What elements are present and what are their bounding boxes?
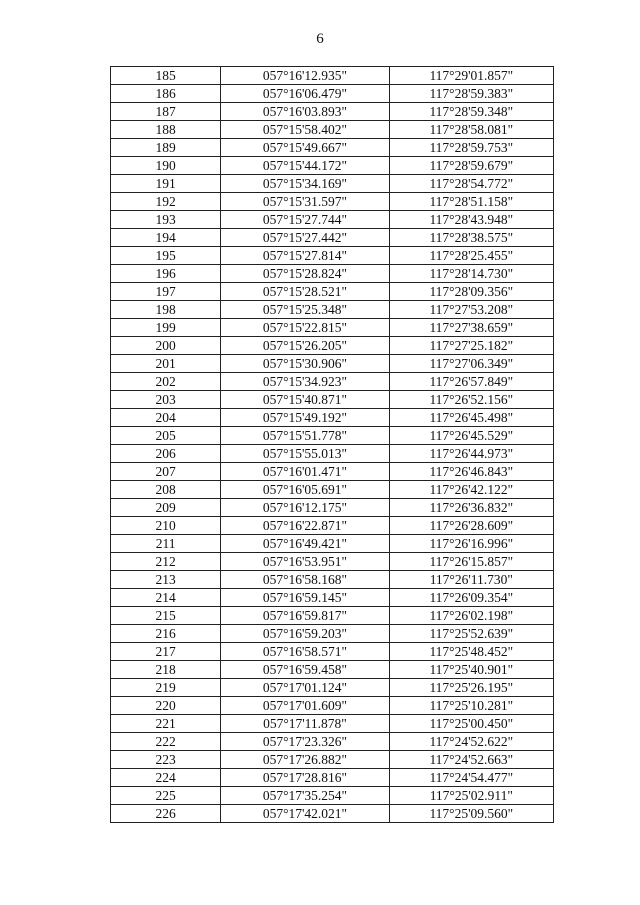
- longitude-cell: 117°28'58.081": [389, 121, 553, 139]
- table-row: [111, 445, 554, 463]
- latitude-cell: 057°16'05.691": [221, 481, 389, 499]
- table-row: [111, 481, 554, 499]
- table-row: [111, 85, 554, 103]
- longitude-cell: 117°26'57.849": [389, 373, 553, 391]
- latitude-cell: 057°17'35.254": [221, 787, 389, 805]
- point-number-cell: 208: [111, 481, 221, 499]
- longitude-cell: 117°26'44.973": [389, 445, 553, 463]
- longitude-cell: 117°24'52.622": [389, 733, 553, 751]
- longitude-cell: 117°28'38.575": [389, 229, 553, 247]
- point-number-cell: 196: [111, 265, 221, 283]
- table-row: [111, 625, 554, 643]
- longitude-cell: 117°26'09.354": [389, 589, 553, 607]
- point-number-cell: 215: [111, 607, 221, 625]
- latitude-cell: 057°16'22.871": [221, 517, 389, 535]
- table-row: [111, 661, 554, 679]
- longitude-cell: 117°26'45.498": [389, 409, 553, 427]
- longitude-cell: 117°26'45.529": [389, 427, 553, 445]
- point-number-cell: 186: [111, 85, 221, 103]
- table-row: [111, 553, 554, 571]
- latitude-cell: 057°17'23.326": [221, 733, 389, 751]
- table-row: [111, 679, 554, 697]
- latitude-cell: 057°15'28.824": [221, 265, 389, 283]
- table-row: [111, 787, 554, 805]
- table-row: [111, 751, 554, 769]
- longitude-cell: 117°26'52.156": [389, 391, 553, 409]
- point-number-cell: 204: [111, 409, 221, 427]
- point-number-cell: 210: [111, 517, 221, 535]
- table-row: [111, 103, 554, 121]
- table-row: [111, 121, 554, 139]
- longitude-cell: 117°26'16.996": [389, 535, 553, 553]
- point-number-cell: 199: [111, 319, 221, 337]
- latitude-cell: 057°16'59.145": [221, 589, 389, 607]
- longitude-cell: 117°28'25.455": [389, 247, 553, 265]
- point-number-cell: 216: [111, 625, 221, 643]
- point-number-cell: 200: [111, 337, 221, 355]
- point-number-cell: 222: [111, 733, 221, 751]
- latitude-cell: 057°15'27.442": [221, 229, 389, 247]
- latitude-cell: 057°17'01.124": [221, 679, 389, 697]
- longitude-cell: 117°26'46.843": [389, 463, 553, 481]
- latitude-cell: 057°15'26.205": [221, 337, 389, 355]
- point-number-cell: 209: [111, 499, 221, 517]
- longitude-cell: 117°28'14.730": [389, 265, 553, 283]
- point-number-cell: 220: [111, 697, 221, 715]
- latitude-cell: 057°15'27.814": [221, 247, 389, 265]
- table-row: [111, 517, 554, 535]
- longitude-cell: 117°27'06.349": [389, 355, 553, 373]
- table-row: [111, 355, 554, 373]
- table-row: [111, 571, 554, 589]
- table-row: [111, 247, 554, 265]
- point-number-cell: 197: [111, 283, 221, 301]
- point-number-cell: 190: [111, 157, 221, 175]
- latitude-cell: 057°16'12.935": [221, 67, 389, 85]
- point-number-cell: 219: [111, 679, 221, 697]
- latitude-cell: 057°15'31.597": [221, 193, 389, 211]
- longitude-cell: 117°28'59.348": [389, 103, 553, 121]
- longitude-cell: 117°26'42.122": [389, 481, 553, 499]
- latitude-cell: 057°16'49.421": [221, 535, 389, 553]
- longitude-cell: 117°25'09.560": [389, 805, 553, 823]
- longitude-cell: 117°27'38.659": [389, 319, 553, 337]
- table-row: [111, 427, 554, 445]
- latitude-cell: 057°15'30.906": [221, 355, 389, 373]
- latitude-cell: 057°16'59.817": [221, 607, 389, 625]
- latitude-cell: 057°15'27.744": [221, 211, 389, 229]
- table-row: [111, 139, 554, 157]
- latitude-cell: 057°16'01.471": [221, 463, 389, 481]
- table-row: [111, 157, 554, 175]
- table-row: [111, 283, 554, 301]
- page-number: 6: [316, 31, 324, 47]
- table-row: [111, 607, 554, 625]
- longitude-cell: 117°25'48.452": [389, 643, 553, 661]
- point-number-cell: 212: [111, 553, 221, 571]
- table-row: [111, 409, 554, 427]
- table-row: [111, 715, 554, 733]
- table-row: [111, 733, 554, 751]
- point-number-cell: 193: [111, 211, 221, 229]
- table-row: [111, 769, 554, 787]
- longitude-cell: 117°27'25.182": [389, 337, 553, 355]
- longitude-cell: 117°28'51.158": [389, 193, 553, 211]
- point-number-cell: 189: [111, 139, 221, 157]
- longitude-cell: 117°26'11.730": [389, 571, 553, 589]
- table-row: [111, 301, 554, 319]
- latitude-cell: 057°16'12.175": [221, 499, 389, 517]
- table-row: [111, 499, 554, 517]
- latitude-cell: 057°15'49.667": [221, 139, 389, 157]
- table-row: [111, 589, 554, 607]
- longitude-cell: 117°28'54.772": [389, 175, 553, 193]
- latitude-cell: 057°15'55.013": [221, 445, 389, 463]
- longitude-cell: 117°24'54.477": [389, 769, 553, 787]
- table-row: [111, 193, 554, 211]
- longitude-cell: 117°28'59.383": [389, 85, 553, 103]
- point-number-cell: 223: [111, 751, 221, 769]
- point-number-cell: 202: [111, 373, 221, 391]
- latitude-cell: 057°15'51.778": [221, 427, 389, 445]
- table-row: [111, 697, 554, 715]
- latitude-cell: 057°15'40.871": [221, 391, 389, 409]
- point-number-cell: 225: [111, 787, 221, 805]
- table-row: [111, 175, 554, 193]
- coordinates-table: [110, 66, 554, 823]
- point-number-cell: 221: [111, 715, 221, 733]
- point-number-cell: 211: [111, 535, 221, 553]
- table-row: [111, 391, 554, 409]
- longitude-cell: 117°25'00.450": [389, 715, 553, 733]
- latitude-cell: 057°15'28.521": [221, 283, 389, 301]
- latitude-cell: 057°16'58.168": [221, 571, 389, 589]
- longitude-cell: 117°26'28.609": [389, 517, 553, 535]
- longitude-cell: 117°26'36.832": [389, 499, 553, 517]
- longitude-cell: 117°28'09.356": [389, 283, 553, 301]
- longitude-cell: 117°28'59.753": [389, 139, 553, 157]
- longitude-cell: 117°26'15.857": [389, 553, 553, 571]
- point-number-cell: 192: [111, 193, 221, 211]
- latitude-cell: 057°15'49.192": [221, 409, 389, 427]
- latitude-cell: 057°16'53.951": [221, 553, 389, 571]
- table-row: [111, 319, 554, 337]
- table-row: [111, 373, 554, 391]
- table-row: [111, 211, 554, 229]
- longitude-cell: 117°29'01.857": [389, 67, 553, 85]
- latitude-cell: 057°16'03.893": [221, 103, 389, 121]
- latitude-cell: 057°15'58.402": [221, 121, 389, 139]
- longitude-cell: 117°27'53.208": [389, 301, 553, 319]
- latitude-cell: 057°16'58.571": [221, 643, 389, 661]
- latitude-cell: 057°17'01.609": [221, 697, 389, 715]
- table-row: [111, 337, 554, 355]
- point-number-cell: 198: [111, 301, 221, 319]
- point-number-cell: 226: [111, 805, 221, 823]
- latitude-cell: 057°15'22.815": [221, 319, 389, 337]
- longitude-cell: 117°25'02.911": [389, 787, 553, 805]
- latitude-cell: 057°15'34.923": [221, 373, 389, 391]
- longitude-cell: 117°25'40.901": [389, 661, 553, 679]
- longitude-cell: 117°28'43.948": [389, 211, 553, 229]
- latitude-cell: 057°17'11.878": [221, 715, 389, 733]
- point-number-cell: 214: [111, 589, 221, 607]
- longitude-cell: 117°25'10.281": [389, 697, 553, 715]
- latitude-cell: 057°16'59.203": [221, 625, 389, 643]
- longitude-cell: 117°24'52.663": [389, 751, 553, 769]
- point-number-cell: 206: [111, 445, 221, 463]
- point-number-cell: 205: [111, 427, 221, 445]
- table-row: [111, 67, 554, 85]
- table-row: [111, 229, 554, 247]
- table-row: [111, 463, 554, 481]
- longitude-cell: 117°28'59.679": [389, 157, 553, 175]
- latitude-cell: 057°16'59.458": [221, 661, 389, 679]
- point-number-cell: 191: [111, 175, 221, 193]
- table-row: [111, 535, 554, 553]
- latitude-cell: 057°15'34.169": [221, 175, 389, 193]
- point-number-cell: 217: [111, 643, 221, 661]
- table-row: [111, 265, 554, 283]
- longitude-cell: 117°25'52.639": [389, 625, 553, 643]
- latitude-cell: 057°15'25.348": [221, 301, 389, 319]
- table-row: [111, 805, 554, 823]
- table-row: [111, 643, 554, 661]
- latitude-cell: 057°17'28.816": [221, 769, 389, 787]
- point-number-cell: 185: [111, 67, 221, 85]
- point-number-cell: 194: [111, 229, 221, 247]
- latitude-cell: 057°17'42.021": [221, 805, 389, 823]
- point-number-cell: 201: [111, 355, 221, 373]
- point-number-cell: 203: [111, 391, 221, 409]
- longitude-cell: 117°26'02.198": [389, 607, 553, 625]
- latitude-cell: 057°17'26.882": [221, 751, 389, 769]
- point-number-cell: 188: [111, 121, 221, 139]
- point-number-cell: 213: [111, 571, 221, 589]
- point-number-cell: 224: [111, 769, 221, 787]
- latitude-cell: 057°15'44.172": [221, 157, 389, 175]
- point-number-cell: 187: [111, 103, 221, 121]
- point-number-cell: 218: [111, 661, 221, 679]
- coordinates-table-body: [111, 67, 554, 823]
- latitude-cell: 057°16'06.479": [221, 85, 389, 103]
- point-number-cell: 195: [111, 247, 221, 265]
- longitude-cell: 117°25'26.195": [389, 679, 553, 697]
- point-number-cell: 207: [111, 463, 221, 481]
